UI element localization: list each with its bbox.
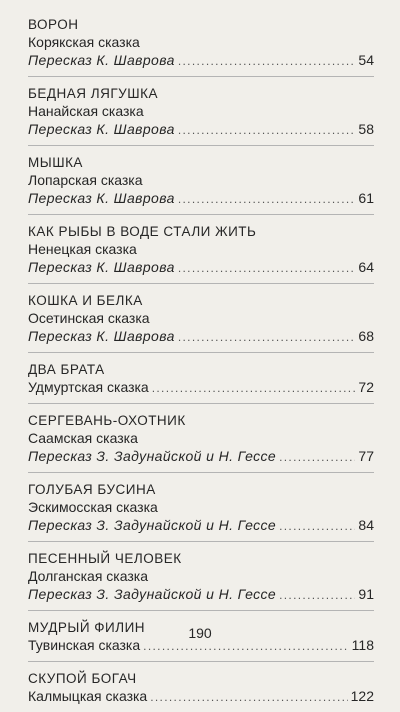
dot-leader [152, 379, 356, 397]
origin-text: Эскимосская сказка [28, 499, 158, 515]
entry-page-number: 118 [351, 637, 374, 653]
entry-page-number: 72 [358, 379, 374, 395]
entry-spacer [28, 138, 374, 145]
origin-text: Ненецкая сказка [28, 241, 137, 257]
entry-title: ГОЛУБАЯ БУСИНА [28, 482, 156, 497]
reteller-line [28, 258, 374, 276]
entry-divider [28, 403, 374, 404]
dot-leader [279, 448, 355, 466]
origin-line [28, 171, 374, 189]
origin-line [28, 33, 374, 51]
entry-divider [28, 352, 374, 353]
entry-page-number: 77 [358, 448, 374, 464]
dot-leader [279, 517, 355, 535]
entry-divider [28, 541, 374, 542]
entry-title: МЫШКА [28, 155, 83, 170]
entry-spacer [28, 345, 374, 352]
entry-spacer [28, 207, 374, 214]
dot-leader [150, 688, 347, 706]
entry-spacer [28, 276, 374, 283]
table-of-contents [28, 10, 374, 712]
origin-text: Лопарская сказка [28, 172, 143, 188]
entry-divider [28, 472, 374, 473]
entry-page-number: 122 [350, 688, 374, 704]
toc-entry [28, 472, 374, 541]
toc-entry [28, 661, 374, 712]
entry-title: СКУПОЙ БОГАЧ [28, 671, 137, 686]
origin-text: Долганская сказка [28, 568, 148, 584]
entry-title: КАК РЫБЫ В ВОДЕ СТАЛИ ЖИТЬ [28, 224, 257, 239]
dot-leader [279, 586, 355, 604]
entry-divider [28, 76, 374, 77]
entry-page-number: 61 [358, 190, 374, 206]
entry-title: СЕРГЕВАНЬ-ОХОТНИК [28, 413, 186, 428]
reteller-text: Пересказ З. Задунайской и Н. Гессе [28, 517, 277, 533]
reteller-text: Пересказ К. Шаврова [28, 121, 175, 137]
toc-entry [28, 541, 374, 610]
entry-title: ПЕСЕННЫЙ ЧЕЛОВЕК [28, 551, 182, 566]
reteller-text: Пересказ К. Шаврова [28, 328, 175, 344]
origin-line [28, 498, 374, 516]
reteller-line [28, 51, 374, 69]
entry-title: КОШКА И БЕЛКА [28, 293, 143, 308]
toc-entry [28, 145, 374, 214]
reteller-line [28, 120, 374, 138]
reteller-line [28, 327, 374, 345]
entry-divider [28, 661, 374, 662]
reteller-text: Пересказ К. Шаврова [28, 259, 175, 275]
toc-entry [28, 352, 374, 403]
reteller-text: Пересказ К. Шаврова [28, 52, 175, 68]
reteller-line [28, 189, 374, 207]
dot-leader [178, 259, 356, 277]
dot-leader [178, 328, 356, 346]
origin-line [28, 687, 374, 705]
origin-text: Калмыцкая сказка [28, 688, 148, 704]
reteller-text: Пересказ З. Задунайской и Н. Гессе [28, 448, 277, 464]
entry-page-number: 64 [358, 259, 374, 275]
origin-line [28, 429, 374, 447]
entry-divider [28, 145, 374, 146]
origin-line [28, 240, 374, 258]
entry-divider [28, 214, 374, 215]
entry-title: ВОРОН [28, 17, 79, 32]
entry-page-number: 84 [358, 517, 374, 533]
origin-line [28, 102, 374, 120]
dot-leader [178, 52, 356, 70]
entry-spacer [28, 465, 374, 472]
entry-spacer [28, 705, 374, 712]
dot-leader [178, 121, 356, 139]
entry-page-number: 68 [358, 328, 374, 344]
entry-spacer [28, 534, 374, 541]
entry-page-number: 54 [358, 52, 374, 68]
entry-spacer [28, 654, 374, 661]
entry-spacer [28, 603, 374, 610]
origin-text: Корякская сказка [28, 34, 140, 50]
origin-text: Нанайская сказка [28, 103, 144, 119]
reteller-line [28, 447, 374, 465]
origin-text: Удмуртская сказка [28, 379, 149, 395]
entry-divider [28, 610, 374, 611]
origin-text: Тувинская сказка [28, 637, 141, 653]
reteller-text: Пересказ К. Шаврова [28, 190, 175, 206]
entry-title: ДВА БРАТА [28, 362, 105, 377]
toc-entry [28, 403, 374, 472]
origin-text: Саамская сказка [28, 430, 138, 446]
entry-divider [28, 283, 374, 284]
reteller-line [28, 516, 374, 534]
reteller-text: Пересказ З. Задунайской и Н. Гессе [28, 586, 277, 602]
origin-line [28, 567, 374, 585]
origin-line [28, 378, 374, 396]
entry-title: МУДРЫЙ ФИЛИН [28, 620, 146, 635]
origin-line [28, 309, 374, 327]
toc-entry [28, 283, 374, 352]
entry-page-number: 58 [358, 121, 374, 137]
page-number: 190 [188, 625, 212, 641]
reteller-line [28, 585, 374, 603]
dot-leader [178, 190, 356, 208]
entry-spacer [28, 69, 374, 76]
origin-text: Осетинская сказка [28, 310, 150, 326]
entry-title: БЕДНАЯ ЛЯГУШКА [28, 86, 158, 101]
entry-spacer [28, 396, 374, 403]
toc-entry [28, 16, 374, 76]
toc-entry [28, 214, 374, 283]
entry-page-number: 91 [358, 586, 374, 602]
toc-entry [28, 76, 374, 145]
